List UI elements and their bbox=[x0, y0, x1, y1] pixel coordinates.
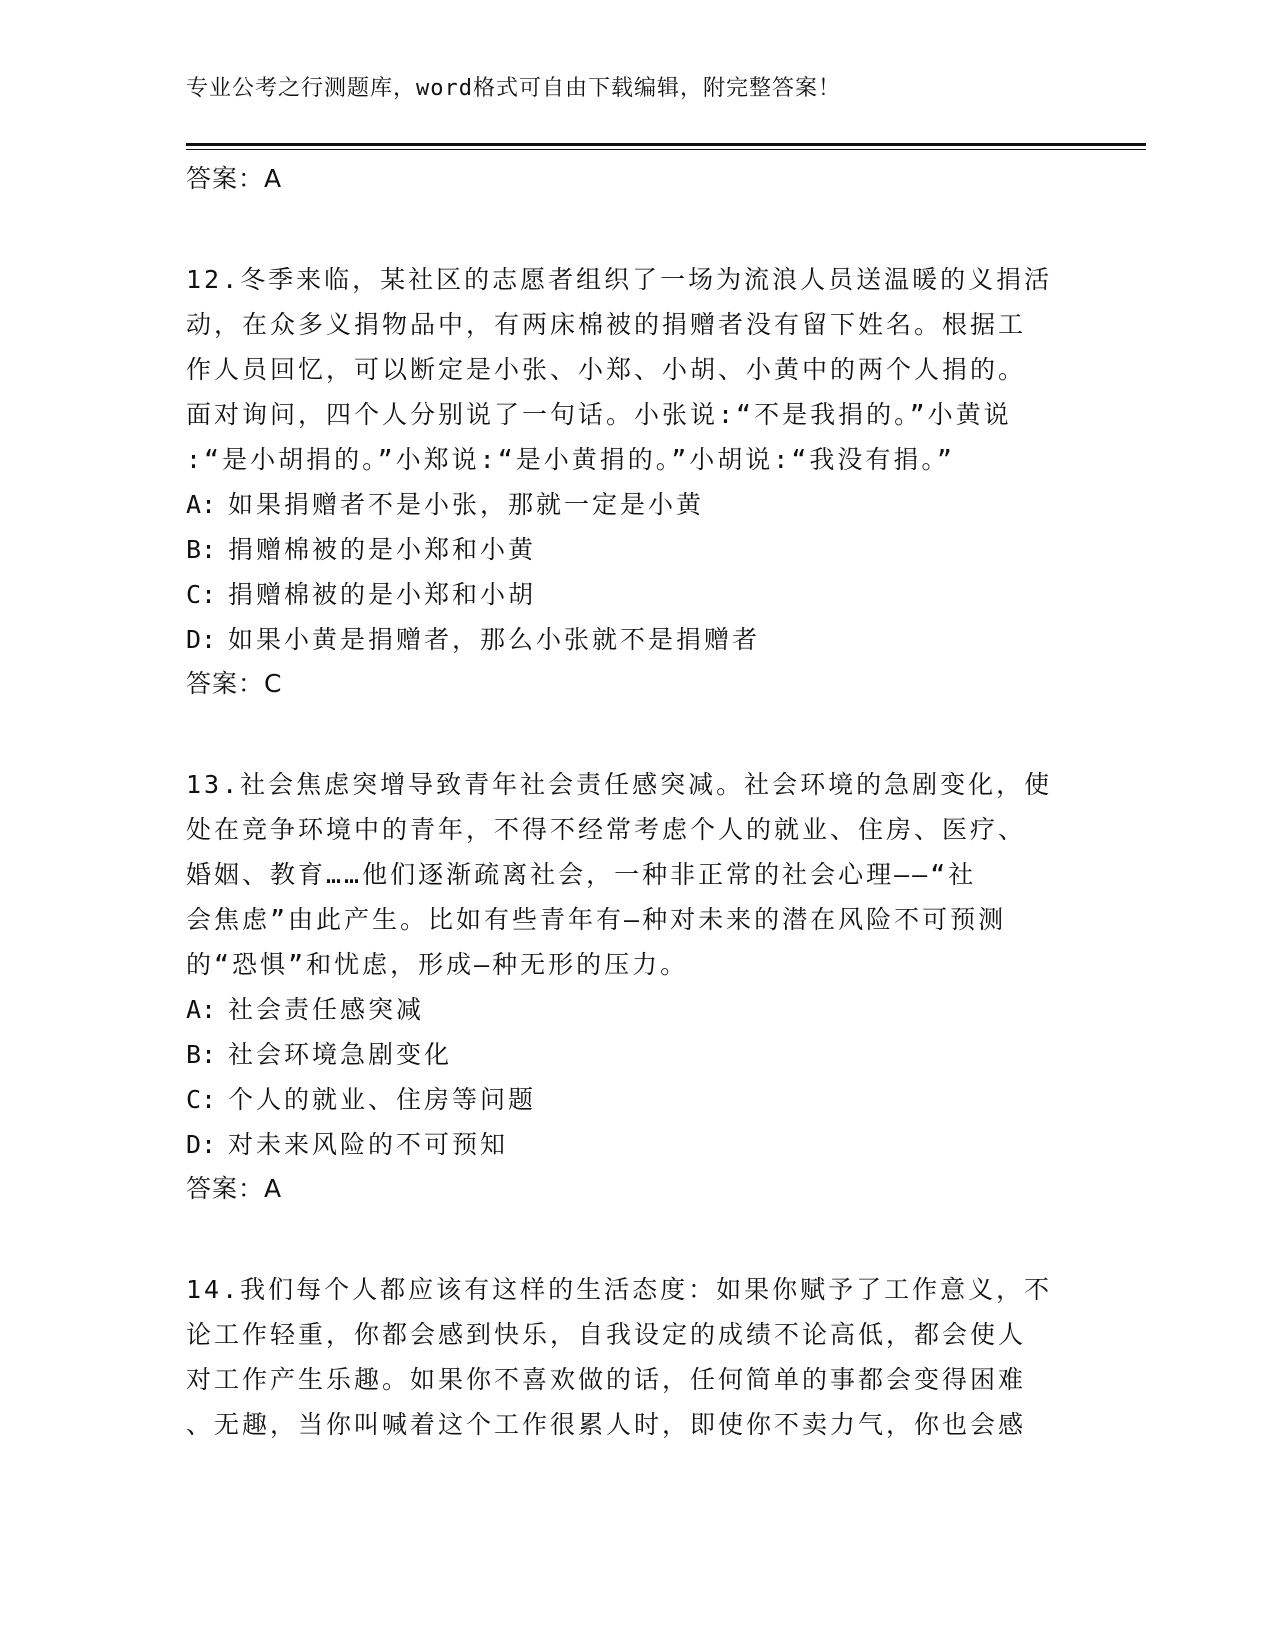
stem-line: 论工作轻重，你都会感到快乐，自我设定的成绩不论高低，都会使人 bbox=[186, 1320, 1027, 1349]
stem-line: 13.社会焦虑突增导致青年社会责任感突减。社会环境的急剧变化，使 bbox=[186, 770, 1053, 799]
question-stem bbox=[186, 1267, 1066, 1447]
option-d bbox=[186, 1122, 1066, 1167]
document-content bbox=[186, 157, 1066, 1447]
option-text: 如果小黄是捐赠者，那么小张就不是捐赠者 bbox=[228, 625, 761, 654]
option-c bbox=[186, 572, 1066, 617]
stem-line: :“是小胡捐的。”小郑说:“是小黄捐的。”小胡说:“我没有捐。” bbox=[186, 445, 955, 474]
page-header: 专业公考之行测题库，word格式可自由下载编辑，附完整答案！ bbox=[186, 76, 841, 101]
option-label: D: bbox=[186, 1130, 217, 1159]
stem-line: 14.我们每个人都应该有这样的生活态度：如果你赋予了工作意义，不 bbox=[186, 1275, 1053, 1304]
header-rule-thin bbox=[186, 149, 1146, 150]
option-c bbox=[186, 1077, 1066, 1122]
option-a bbox=[186, 482, 1066, 527]
option-text: 社会环境急剧变化 bbox=[228, 1040, 453, 1069]
question-stem bbox=[186, 762, 1066, 987]
option-label: B: bbox=[186, 535, 217, 564]
stem-line: 会焦虑”由此产生。比如有些青年有—种对未来的潜在风险不可预测 bbox=[186, 905, 1007, 934]
question-13 bbox=[186, 762, 1066, 1211]
stem-line: 婚姻、教育……他们逐渐疏离社会，一种非正常的社会心理——“社 bbox=[186, 860, 977, 889]
stem-line: 处在竞争环境中的青年，不得不经常考虑个人的就业、住房、医疗、 bbox=[186, 815, 1027, 844]
option-label: D: bbox=[186, 625, 217, 654]
option-text: 如果捐赠者不是小张，那就一定是小黄 bbox=[228, 490, 705, 519]
stem-line: 面对询问，四个人分别说了一句话。小张说:“不是我捐的。”小黄说 bbox=[186, 400, 1012, 429]
answer-q12: 答案：C bbox=[186, 669, 283, 698]
option-text: 社会责任感突减 bbox=[228, 995, 425, 1024]
option-a bbox=[186, 987, 1066, 1032]
option-text: 捐赠棉被的是小郑和小胡 bbox=[228, 580, 537, 609]
option-label: A: bbox=[186, 490, 217, 519]
option-label: C: bbox=[186, 580, 217, 609]
answer-q11: 答案：A bbox=[186, 164, 283, 193]
option-d bbox=[186, 617, 1066, 662]
header-rule-thick bbox=[186, 143, 1146, 146]
stem-line: 作人员回忆，可以断定是小张、小郑、小胡、小黄中的两个人捐的。 bbox=[186, 355, 1027, 384]
option-label: C: bbox=[186, 1085, 217, 1114]
stem-line: 的“恐惧”和忧虑，形成—种无形的压力。 bbox=[186, 950, 689, 979]
question-14 bbox=[186, 1267, 1066, 1447]
option-b bbox=[186, 1032, 1066, 1077]
stem-line: 动，在众多义捐物品中，有两床棉被的捐赠者没有留下姓名。根据工 bbox=[186, 310, 1027, 339]
stem-line: 12.冬季来临，某社区的志愿者组织了一场为流浪人员送温暖的义捐活 bbox=[186, 265, 1053, 294]
question-stem bbox=[186, 257, 1066, 482]
option-text: 对未来风险的不可预知 bbox=[228, 1130, 509, 1159]
option-b bbox=[186, 527, 1066, 572]
stem-line: 对工作产生乐趣。如果你不喜欢做的话，任何简单的事都会变得困难 bbox=[186, 1365, 1027, 1394]
answer-q13: 答案：A bbox=[186, 1174, 283, 1203]
question-12 bbox=[186, 257, 1066, 706]
option-label: B: bbox=[186, 1040, 217, 1069]
option-text: 个人的就业、住房等问题 bbox=[228, 1085, 537, 1114]
option-text: 捐赠棉被的是小郑和小黄 bbox=[228, 535, 537, 564]
stem-line: 、无趣，当你叫喊着这个工作很累人时，即使你不卖力气，你也会感 bbox=[186, 1410, 1027, 1439]
option-label: A: bbox=[186, 995, 217, 1024]
